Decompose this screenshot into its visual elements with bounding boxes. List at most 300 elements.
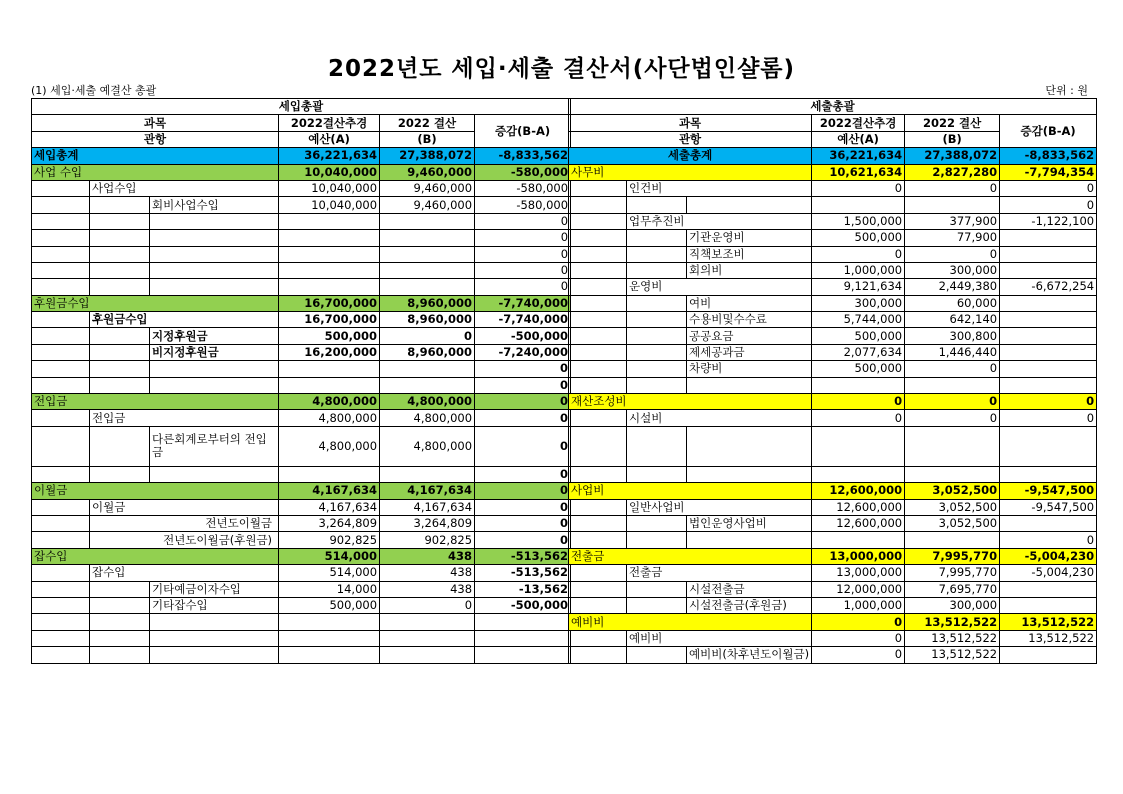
diff-cell: -580,000 bbox=[475, 197, 571, 213]
subject-mok bbox=[150, 213, 279, 229]
budget-cell: 2,077,634 bbox=[812, 344, 905, 360]
budget-cell: 0 bbox=[812, 394, 905, 410]
diff-cell: 0 bbox=[475, 279, 571, 295]
subject-item: 전년도이월금 bbox=[90, 515, 279, 531]
diff-cell bbox=[1000, 581, 1097, 597]
diff-cell bbox=[1000, 466, 1097, 482]
subject-mok: 공공요금 bbox=[687, 328, 812, 344]
subject-mok bbox=[687, 499, 812, 515]
diff-cell bbox=[1000, 312, 1097, 328]
table-row bbox=[569, 515, 1097, 531]
subject-gwan bbox=[569, 499, 627, 515]
table-row bbox=[32, 581, 571, 597]
budget-cell: 10,040,000 bbox=[279, 197, 380, 213]
settle-cell bbox=[380, 279, 475, 295]
subject-hang bbox=[627, 197, 687, 213]
table-row bbox=[32, 377, 571, 393]
table-row bbox=[569, 312, 1097, 328]
diff-cell: 0 bbox=[475, 246, 571, 262]
table-row bbox=[32, 246, 571, 262]
settle-cell: 3,264,809 bbox=[380, 515, 475, 531]
diff-cell: -500,000 bbox=[475, 597, 571, 613]
table-row bbox=[569, 410, 1097, 426]
diff-cell bbox=[475, 647, 571, 663]
table-row bbox=[32, 312, 571, 328]
diff-cell: -5,004,230 bbox=[1000, 565, 1097, 581]
col-budget-b: 예산(A) bbox=[812, 131, 905, 147]
subject-gwan bbox=[32, 565, 90, 581]
subject-gwan bbox=[569, 180, 627, 196]
diff-cell: 0 bbox=[475, 230, 571, 246]
table-row bbox=[32, 565, 571, 581]
subject-hang bbox=[627, 262, 687, 278]
subject-gwan bbox=[32, 312, 90, 328]
subject-mok: 여비 bbox=[687, 295, 812, 311]
subject-mok bbox=[150, 499, 279, 515]
settle-cell: 7,995,770 bbox=[905, 548, 1000, 564]
subject-mok: 지정후원금 bbox=[150, 328, 279, 344]
subject-gwan bbox=[32, 581, 90, 597]
budget-cell: 16,200,000 bbox=[279, 344, 380, 360]
subject-gwan bbox=[32, 361, 90, 377]
budget-cell: 1,000,000 bbox=[812, 597, 905, 613]
diff-cell: 0 bbox=[475, 515, 571, 531]
settle-cell: 438 bbox=[380, 548, 475, 564]
diff-cell: -513,562 bbox=[475, 548, 571, 564]
diff-cell: 0 bbox=[475, 262, 571, 278]
diff-cell: 0 bbox=[475, 213, 571, 229]
subject-mok bbox=[687, 630, 812, 646]
subject-mok: 회비사업수입 bbox=[150, 197, 279, 213]
budget-cell: 500,000 bbox=[279, 328, 380, 344]
settle-cell bbox=[380, 466, 475, 482]
category-label: 예비비 bbox=[569, 614, 812, 630]
budget-cell: 4,800,000 bbox=[279, 410, 380, 426]
budget-cell: 500,000 bbox=[812, 361, 905, 377]
category-label: 사무비 bbox=[569, 164, 812, 180]
subject-mok bbox=[150, 614, 279, 630]
subject-gwan bbox=[569, 295, 627, 311]
table-row bbox=[32, 426, 571, 466]
subject-gwan bbox=[569, 647, 627, 663]
table-row bbox=[569, 565, 1097, 581]
table-row bbox=[569, 581, 1097, 597]
category-row bbox=[569, 164, 1097, 180]
subject-mok bbox=[150, 230, 279, 246]
expense-header: 세출총괄 bbox=[569, 99, 1097, 115]
budget-cell: 0 bbox=[812, 647, 905, 663]
subject-hang: 사업수입 bbox=[90, 180, 150, 196]
subject-gwan bbox=[569, 279, 627, 295]
expense-total-row bbox=[569, 148, 1097, 164]
col-budget-a: 2022결산추경 bbox=[812, 115, 905, 131]
settle-cell: 0 bbox=[905, 180, 1000, 196]
subject-gwan bbox=[32, 410, 90, 426]
subject-gwan bbox=[569, 230, 627, 246]
subject-gwan bbox=[569, 515, 627, 531]
table-row bbox=[569, 230, 1097, 246]
category-row bbox=[32, 295, 571, 311]
expense-table bbox=[568, 98, 1097, 664]
subject-hang bbox=[627, 328, 687, 344]
subject-mok: 비지정후원금 bbox=[150, 344, 279, 360]
table-row bbox=[569, 180, 1097, 196]
subject-mok bbox=[150, 361, 279, 377]
col-group: 관항 bbox=[569, 131, 812, 147]
subject-hang: 업무추진비 bbox=[627, 213, 687, 229]
diff-cell: 0 bbox=[1000, 532, 1097, 548]
table-row bbox=[32, 630, 571, 646]
subject-gwan bbox=[569, 377, 627, 393]
total-budget: 36,221,634 bbox=[279, 148, 380, 164]
settle-cell bbox=[905, 197, 1000, 213]
diff-cell: 0 bbox=[475, 377, 571, 393]
subject-gwan bbox=[569, 565, 627, 581]
settle-cell: 3,052,500 bbox=[905, 515, 1000, 531]
table-row bbox=[569, 377, 1097, 393]
subject-hang bbox=[627, 647, 687, 663]
budget-cell: 9,121,634 bbox=[812, 279, 905, 295]
category-row bbox=[569, 548, 1097, 564]
subject-gwan bbox=[569, 426, 627, 466]
diff-cell: 0 bbox=[475, 361, 571, 377]
diff-cell: -580,000 bbox=[475, 180, 571, 196]
subject-hang bbox=[90, 581, 150, 597]
table-row bbox=[32, 213, 571, 229]
budget-cell bbox=[812, 466, 905, 482]
settle-cell bbox=[380, 377, 475, 393]
subject-mok: 시설전출금(후원금) bbox=[687, 597, 812, 613]
budget-cell: 12,600,000 bbox=[812, 515, 905, 531]
budget-cell: 10,621,634 bbox=[812, 164, 905, 180]
budget-cell: 1,000,000 bbox=[812, 262, 905, 278]
category-row bbox=[32, 164, 571, 180]
subject-hang bbox=[90, 279, 150, 295]
diff-cell: -500,000 bbox=[475, 328, 571, 344]
settle-cell: 0 bbox=[380, 597, 475, 613]
table-row bbox=[569, 361, 1097, 377]
subject-hang bbox=[627, 246, 687, 262]
budget-cell: 12,000,000 bbox=[812, 581, 905, 597]
diff-cell bbox=[1000, 262, 1097, 278]
subject-hang bbox=[627, 312, 687, 328]
diff-cell bbox=[1000, 246, 1097, 262]
settle-cell: 2,827,280 bbox=[905, 164, 1000, 180]
budget-cell: 4,167,634 bbox=[279, 499, 380, 515]
category-row bbox=[569, 483, 1097, 499]
total-settle: 27,388,072 bbox=[380, 148, 475, 164]
total-diff: -8,833,562 bbox=[475, 148, 571, 164]
category-label: 잡수입 bbox=[32, 548, 279, 564]
diff-cell: -9,547,500 bbox=[1000, 499, 1097, 515]
settle-cell: 4,800,000 bbox=[380, 426, 475, 466]
subject-mok: 직책보조비 bbox=[687, 246, 812, 262]
diff-cell: -13,562 bbox=[475, 581, 571, 597]
settle-cell bbox=[905, 377, 1000, 393]
budget-cell: 902,825 bbox=[279, 532, 380, 548]
settle-cell: 7,695,770 bbox=[905, 581, 1000, 597]
category-row bbox=[569, 614, 1097, 630]
table-row bbox=[569, 279, 1097, 295]
budget-cell: 4,800,000 bbox=[279, 394, 380, 410]
subject-hang bbox=[90, 230, 150, 246]
settle-cell: 13,512,522 bbox=[905, 630, 1000, 646]
table-row bbox=[32, 180, 571, 196]
budget-cell bbox=[279, 262, 380, 278]
subject-mok: 기관운영비 bbox=[687, 230, 812, 246]
subject-hang bbox=[90, 614, 150, 630]
settle-cell: 8,960,000 bbox=[380, 344, 475, 360]
settle-cell bbox=[380, 262, 475, 278]
diff-cell: -7,794,354 bbox=[1000, 164, 1097, 180]
diff-cell: -7,740,000 bbox=[475, 295, 571, 311]
category-label: 이월금 bbox=[32, 483, 279, 499]
subject-mok bbox=[150, 262, 279, 278]
settle-cell: 4,167,634 bbox=[380, 483, 475, 499]
subject-hang bbox=[90, 361, 150, 377]
subject-gwan bbox=[32, 630, 90, 646]
table-row bbox=[32, 532, 571, 548]
subject-hang: 시설비 bbox=[627, 410, 687, 426]
budget-cell: 514,000 bbox=[279, 565, 380, 581]
settle-cell: 2,449,380 bbox=[905, 279, 1000, 295]
table-row bbox=[32, 344, 571, 360]
diff-cell bbox=[1000, 647, 1097, 663]
settle-cell: 3,052,500 bbox=[905, 483, 1000, 499]
diff-cell: -9,547,500 bbox=[1000, 483, 1097, 499]
subject-gwan bbox=[32, 180, 90, 196]
budget-cell: 5,744,000 bbox=[812, 312, 905, 328]
subject-hang: 이월금 bbox=[90, 499, 150, 515]
diff-cell bbox=[1000, 230, 1097, 246]
settle-cell: 300,000 bbox=[905, 262, 1000, 278]
unit-label: 단위 : 원 bbox=[1045, 84, 1088, 97]
diff-cell: 0 bbox=[1000, 410, 1097, 426]
subject-item: 전년도이월금(후원금) bbox=[90, 532, 279, 548]
settle-cell bbox=[380, 614, 475, 630]
settle-cell bbox=[905, 466, 1000, 482]
subject-mok: 시설전출금 bbox=[687, 581, 812, 597]
budget-cell bbox=[279, 630, 380, 646]
table-row bbox=[569, 499, 1097, 515]
settle-cell: 300,000 bbox=[905, 597, 1000, 613]
subject-gwan bbox=[32, 344, 90, 360]
subject-hang bbox=[627, 295, 687, 311]
settle-cell: 13,512,522 bbox=[905, 647, 1000, 663]
budget-cell: 12,600,000 bbox=[812, 499, 905, 515]
subject-mok: 예비비(차후년도이월금) bbox=[687, 647, 812, 663]
budget-cell bbox=[812, 532, 905, 548]
table-row bbox=[32, 466, 571, 482]
col-budget-a: 2022결산추경 bbox=[279, 115, 380, 131]
budget-cell: 300,000 bbox=[812, 295, 905, 311]
subject-hang: 일반사업비 bbox=[627, 499, 687, 515]
settle-cell: 7,995,770 bbox=[905, 565, 1000, 581]
subject-mok bbox=[687, 213, 812, 229]
diff-cell bbox=[475, 614, 571, 630]
table-row bbox=[32, 197, 571, 213]
table-row bbox=[569, 213, 1097, 229]
budget-cell: 13,000,000 bbox=[812, 565, 905, 581]
subject-gwan bbox=[569, 344, 627, 360]
subject-mok bbox=[687, 279, 812, 295]
subject-hang bbox=[627, 597, 687, 613]
diff-cell: 13,512,522 bbox=[1000, 614, 1097, 630]
revenue-table bbox=[31, 98, 571, 664]
subject-gwan bbox=[569, 630, 627, 646]
subject-mok bbox=[687, 532, 812, 548]
budget-cell: 10,040,000 bbox=[279, 164, 380, 180]
settle-cell: 60,000 bbox=[905, 295, 1000, 311]
subject-hang bbox=[90, 197, 150, 213]
category-row bbox=[32, 483, 571, 499]
subject-mok bbox=[150, 466, 279, 482]
subject-hang: 운영비 bbox=[627, 279, 687, 295]
table-row bbox=[32, 597, 571, 613]
category-label: 전출금 bbox=[569, 548, 812, 564]
col-settle-a: 2022 결산 bbox=[905, 115, 1000, 131]
category-row bbox=[569, 394, 1097, 410]
table-row bbox=[32, 279, 571, 295]
table-row bbox=[569, 344, 1097, 360]
budget-cell bbox=[279, 614, 380, 630]
table-row bbox=[32, 361, 571, 377]
settle-cell bbox=[380, 361, 475, 377]
table-row bbox=[32, 515, 571, 531]
subject-mok bbox=[150, 630, 279, 646]
revenue-total-row bbox=[32, 148, 571, 164]
settle-cell bbox=[905, 532, 1000, 548]
budget-cell: 0 bbox=[812, 180, 905, 196]
table-row bbox=[569, 197, 1097, 213]
subject-mok bbox=[687, 197, 812, 213]
budget-cell: 10,040,000 bbox=[279, 180, 380, 196]
subject-mok bbox=[687, 410, 812, 426]
category-label: 재산조성비 bbox=[569, 394, 812, 410]
table-row bbox=[569, 532, 1097, 548]
subject-hang bbox=[90, 647, 150, 663]
subject-hang: 후원금수입 bbox=[90, 312, 150, 328]
diff-cell bbox=[1000, 426, 1097, 466]
subject-hang: 전입금 bbox=[90, 410, 150, 426]
subject-hang bbox=[627, 532, 687, 548]
budget-cell bbox=[279, 246, 380, 262]
table-row bbox=[32, 614, 571, 630]
table-row bbox=[32, 647, 571, 663]
diff-cell: 0 bbox=[475, 394, 571, 410]
subject-gwan bbox=[569, 246, 627, 262]
budget-cell: 13,000,000 bbox=[812, 548, 905, 564]
settle-cell: 4,800,000 bbox=[380, 394, 475, 410]
table-row bbox=[569, 426, 1097, 466]
subject-gwan bbox=[32, 197, 90, 213]
budget-cell bbox=[812, 197, 905, 213]
subject-mok bbox=[150, 279, 279, 295]
category-row bbox=[32, 394, 571, 410]
revenue-header: 세입총괄 bbox=[32, 99, 571, 115]
subject-mok: 차량비 bbox=[687, 361, 812, 377]
settle-cell: 8,960,000 bbox=[380, 312, 475, 328]
settle-cell: 77,900 bbox=[905, 230, 1000, 246]
total-budget: 36,221,634 bbox=[812, 148, 905, 164]
budget-cell bbox=[279, 230, 380, 246]
table-row bbox=[569, 246, 1097, 262]
subject-mok bbox=[687, 426, 812, 466]
subject-gwan bbox=[32, 466, 90, 482]
table-row bbox=[32, 410, 571, 426]
settle-cell: 3,052,500 bbox=[905, 499, 1000, 515]
col-diff: 증감(B-A) bbox=[475, 115, 571, 148]
budget-cell: 514,000 bbox=[279, 548, 380, 564]
category-label: 전입금 bbox=[32, 394, 279, 410]
subject-hang bbox=[90, 426, 150, 466]
settle-cell: 9,460,000 bbox=[380, 180, 475, 196]
subject-gwan bbox=[32, 499, 90, 515]
budget-cell: 500,000 bbox=[812, 328, 905, 344]
diff-cell: 0 bbox=[475, 499, 571, 515]
subject-indent bbox=[32, 515, 90, 531]
subject-mok bbox=[150, 180, 279, 196]
budget-cell bbox=[279, 647, 380, 663]
subject-hang bbox=[627, 515, 687, 531]
table-row bbox=[569, 262, 1097, 278]
subject-gwan bbox=[32, 262, 90, 278]
diff-cell: 0 bbox=[1000, 180, 1097, 196]
budget-cell bbox=[812, 377, 905, 393]
subject-hang bbox=[627, 466, 687, 482]
subject-mok: 기타예금이자수입 bbox=[150, 581, 279, 597]
subject-gwan bbox=[32, 377, 90, 393]
budget-cell: 1,500,000 bbox=[812, 213, 905, 229]
diff-cell: -6,672,254 bbox=[1000, 279, 1097, 295]
settle-cell: 4,167,634 bbox=[380, 499, 475, 515]
subject-gwan bbox=[569, 197, 627, 213]
subject-hang bbox=[627, 426, 687, 466]
subject-gwan bbox=[32, 213, 90, 229]
budget-cell: 500,000 bbox=[812, 230, 905, 246]
budget-cell: 12,600,000 bbox=[812, 483, 905, 499]
budget-cell bbox=[279, 361, 380, 377]
page-title: 2022년도 세입·세출 결산서(사단법인샬롬) bbox=[327, 56, 796, 82]
table-row bbox=[32, 230, 571, 246]
budget-cell bbox=[279, 377, 380, 393]
subject-mok: 회의비 bbox=[687, 262, 812, 278]
subject-mok bbox=[687, 180, 812, 196]
diff-cell: 0 bbox=[475, 466, 571, 482]
settle-cell bbox=[380, 246, 475, 262]
subject-mok: 제세공과금 bbox=[687, 344, 812, 360]
table-row bbox=[569, 328, 1097, 344]
col-settle-b: (B) bbox=[380, 131, 475, 147]
settle-cell bbox=[380, 213, 475, 229]
subject-mok bbox=[150, 246, 279, 262]
budget-cell bbox=[279, 279, 380, 295]
subject-mok bbox=[150, 410, 279, 426]
settle-cell: 13,512,522 bbox=[905, 614, 1000, 630]
diff-cell bbox=[1000, 328, 1097, 344]
settle-cell: 300,800 bbox=[905, 328, 1000, 344]
subject-mok bbox=[687, 565, 812, 581]
diff-cell: -5,004,230 bbox=[1000, 548, 1097, 564]
diff-cell bbox=[1000, 515, 1097, 531]
diff-cell: 0 bbox=[475, 532, 571, 548]
subject-hang bbox=[90, 344, 150, 360]
subject-hang bbox=[90, 213, 150, 229]
subject-gwan bbox=[569, 361, 627, 377]
subject-gwan bbox=[569, 581, 627, 597]
budget-cell: 4,800,000 bbox=[279, 426, 380, 466]
subject-gwan bbox=[569, 328, 627, 344]
